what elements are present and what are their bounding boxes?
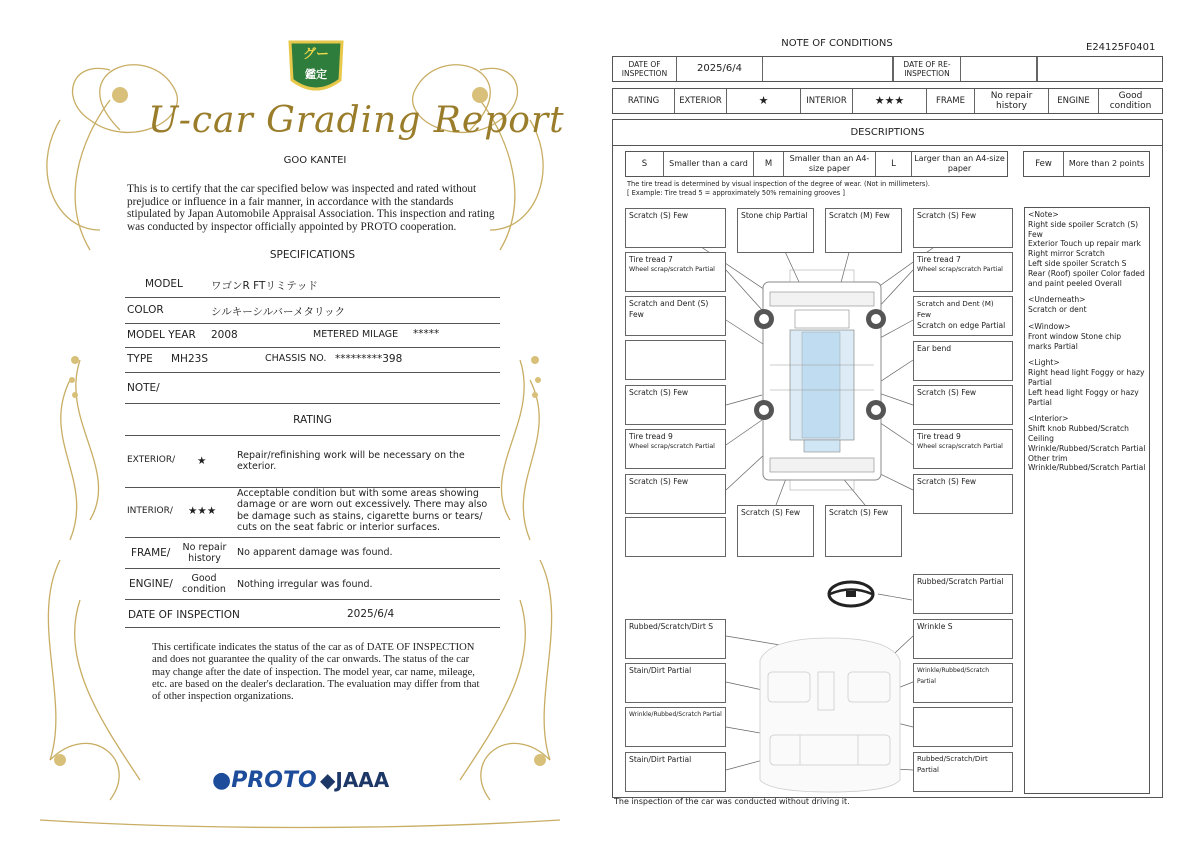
note-line: Ceiling Wrinkle/Rubbed/Scratch Partial xyxy=(1028,433,1146,453)
note-line: Left side spoiler Scratch S xyxy=(1028,258,1127,268)
damage-box-rear-gate: Scratch (S) Few xyxy=(825,505,902,557)
spec-model-row xyxy=(125,272,500,298)
damage-box-left-middle xyxy=(625,340,726,380)
certificate-intro: This is to certify that the car specified below was inspected and rated without prejudice or influence in a fair manner, in accordance with the standards stipulated by Japan Automobile Appraisal Association. This inspection and rating was conducted by inspector officially appointed by PROTO cooperation. xyxy=(127,183,495,233)
certificate-subtitle: GOO KANTEI xyxy=(283,155,347,166)
svg-text:グー: グー xyxy=(302,47,330,62)
tire-example: [ Example: Tire tread 5 = approximately 50% remaining grooves ] xyxy=(627,189,845,197)
note-line: Exterior Touch up repair mark xyxy=(1028,239,1141,249)
legend-l-value: Larger than an A4-size paper xyxy=(914,154,1005,173)
type-value: MH23S xyxy=(171,353,208,365)
note-line xyxy=(1028,407,1146,414)
damage-box-right-front-door: Scratch and Dent (M) Few Scratch on edge Partial xyxy=(913,296,1013,336)
note-line xyxy=(1028,288,1146,295)
inspection-date-value: 2025/6/4 xyxy=(347,608,395,620)
inspection-date-label: DATE OF INSPECTION xyxy=(128,609,240,621)
date-reinsp-label: DATE OF RE-INSPECTION xyxy=(893,57,961,81)
interior-box-steering: Rubbed/Scratch Partial xyxy=(913,574,1013,614)
notes-panel xyxy=(1024,207,1150,794)
damage-box-front-right: Scratch (S) Few xyxy=(913,208,1013,248)
rating-engine-row xyxy=(125,569,500,600)
certificate-closing: This certificate indicates the status of the car as of DATE OF INSPECTION and does not guarantee the quality of the car onwards. The status of the car may change after the date of inspection. The model year, car name, mileage, etc. are based on the dealer's declaration. The evaluation may differ from that of other inspection organizations. xyxy=(152,642,480,703)
tire-box-rear-left: Tire tread 9 Wheel scrap/scratch Partial xyxy=(625,429,726,469)
interior-box-left-seat: Stain/Dirt Partial xyxy=(625,663,726,703)
cond-rating-label: RATING xyxy=(613,89,675,113)
damage-box-left-rear-door: Scratch (S) Few xyxy=(625,385,726,425)
jaaa-logo: ◆JAAA xyxy=(320,768,390,792)
note-line: Scratch or dent xyxy=(1028,305,1087,315)
legend-s-key: S xyxy=(626,152,664,176)
spec-color-row xyxy=(125,298,500,324)
frame-rating: No repair history xyxy=(182,542,227,565)
tire-note: The tire tread is determined by visual inspection of the degree of wear. (Not in millimeters). xyxy=(627,180,931,188)
date-insp-value: 2025/6/4 xyxy=(677,57,763,81)
interior-label: INTERIOR/ xyxy=(127,506,173,516)
cond-frame-value: No repair history xyxy=(975,89,1049,113)
tire-box-rear-right: Tire tread 9 Wheel scrap/scratch Partial xyxy=(913,429,1013,469)
rating-heading: RATING xyxy=(293,414,332,426)
interior-box-right-seat: Wrinkle/Rubbed/Scratch Partial xyxy=(913,663,1013,703)
damage-box-left-front-door: Scratch and Dent (S) Few xyxy=(625,296,726,336)
interior-text: Acceptable condition but with some areas showing damage or are worn out excessively. There may also be damage such as stains, cigarette burns or tears/ cuts on the seat fabric or interior surfaces. xyxy=(237,488,488,534)
chassis-label: CHASSIS NO. xyxy=(265,353,327,364)
exterior-text: Repair/refinishing work will be necessary on the exterior. xyxy=(237,450,465,473)
interior-box-right-front: Wrinkle S xyxy=(913,619,1013,659)
model-label: MODEL xyxy=(145,278,183,290)
year-value: 2008 xyxy=(211,329,238,341)
note-line: <Light> xyxy=(1028,358,1060,368)
note-line: Rear (Roof) spoiler Color faded and paint peeled Overall xyxy=(1028,268,1145,288)
cond-exterior-label: EXTERIOR xyxy=(675,89,727,113)
note-line: Right head light Foggy or hazy Partial xyxy=(1028,368,1145,387)
rating-interior-row xyxy=(125,488,500,538)
note-line: <Window> xyxy=(1028,321,1071,331)
damage-box-rear-left: Scratch (S) Few xyxy=(625,474,726,514)
spec-year-row xyxy=(125,324,500,348)
spec-type-row xyxy=(125,348,500,373)
legend-l-key: L xyxy=(876,152,912,176)
note-line: Other trim Wrinkle/Rubbed/Scratch Partial xyxy=(1028,453,1146,473)
jaaa-mark-icon: ◆ xyxy=(320,768,336,792)
proto-mark-icon: ● xyxy=(212,768,232,793)
rating-exterior-row xyxy=(125,436,500,488)
note-line: Right side spoiler Scratch (S) Few xyxy=(1028,219,1139,239)
report-code: E24125F0401 xyxy=(1086,42,1156,53)
color-value: シルキーシルバーメタリック xyxy=(211,306,346,318)
note-line: Front window Stone chip marks Partial xyxy=(1028,331,1122,351)
frame-text: No apparent damage was found. xyxy=(237,547,393,558)
descriptions-heading: DESCRIPTIONS xyxy=(613,120,1162,146)
conditions-title: NOTE OF CONDITIONS xyxy=(781,38,893,49)
note-line: <Underneath> xyxy=(1028,295,1086,305)
interior-rating: ★★★ xyxy=(188,505,217,517)
damage-box-front-center: Scratch (M) Few xyxy=(825,208,902,253)
legend-few-key: Few xyxy=(1024,152,1064,176)
cond-interior-value: ★★★ xyxy=(853,89,927,113)
specifications-heading: SPECIFICATIONS xyxy=(269,249,356,261)
mileage-value: ***** xyxy=(413,328,440,340)
engine-rating: Good condition xyxy=(182,573,226,596)
exterior-rating: ★ xyxy=(197,455,207,467)
note-line: Left head light Foggy or hazy Partial xyxy=(1028,387,1139,407)
proto-logo: ●PROTO xyxy=(212,768,317,793)
engine-label: ENGINE/ xyxy=(129,578,173,590)
note-line xyxy=(1028,315,1146,322)
note-line: Right mirror Scratch xyxy=(1028,249,1105,259)
notes-list xyxy=(1028,210,1146,473)
damage-box-front-left: Scratch (S) Few xyxy=(625,208,726,248)
engine-text: Nothing irregular was found. xyxy=(237,579,373,590)
svg-text:鑑定: 鑑定 xyxy=(305,68,327,81)
car-top-view xyxy=(754,270,886,490)
legend-s-value: Smaller than a card xyxy=(664,152,754,176)
note-label: NOTE/ xyxy=(127,382,160,394)
car-interior-view xyxy=(760,638,900,792)
type-label: TYPE xyxy=(127,353,153,365)
rating-row xyxy=(612,88,1163,114)
rating-frame-row xyxy=(125,538,500,569)
note-line: <Note> xyxy=(1028,210,1059,219)
cond-engine-label: ENGINE xyxy=(1049,89,1099,113)
damage-box-rear-bumper: Scratch (S) Few xyxy=(737,505,814,557)
inspection-date-row xyxy=(125,600,500,628)
steering-wheel-icon xyxy=(829,582,873,606)
size-legend xyxy=(625,151,1008,177)
inspection-footer: The inspection of the car was conducted without driving it. xyxy=(614,797,850,806)
year-label: MODEL YEAR xyxy=(127,329,196,341)
cond-interior-label: INTERIOR xyxy=(801,89,853,113)
note-line: Shift knob Rubbed/Scratch xyxy=(1028,424,1129,434)
damage-box-right-middle: Ear bend xyxy=(913,341,1013,381)
exterior-label: EXTERIOR/ xyxy=(127,455,176,465)
note-line: <Interior> xyxy=(1028,414,1069,424)
few-legend xyxy=(1023,151,1150,177)
note-line xyxy=(1028,351,1146,358)
interior-box-rear-right: Rubbed/Scratch/Dirt Partial xyxy=(913,752,1013,792)
spec-note-row xyxy=(125,373,500,404)
model-value: ワゴンR FTリミテッド xyxy=(211,280,318,292)
tire-box-front-left: Tire tread 7 Wheel scrap/scratch Partial xyxy=(625,252,726,292)
mileage-label: METERED MILAGE xyxy=(313,329,399,340)
damage-box-right-rear-door: Scratch (S) Few xyxy=(913,385,1013,425)
certificate-title: U-car Grading Report xyxy=(148,100,565,141)
rating-heading-row xyxy=(125,404,500,436)
tire-box-front-right: Tire tread 7 Wheel scrap/scratch Partial xyxy=(913,252,1013,292)
legend-m-value: Smaller than an A4-size paper xyxy=(784,152,876,176)
chassis-value: *********398 xyxy=(335,353,403,365)
damage-box-rear-right: Scratch (S) Few xyxy=(913,474,1013,514)
cond-frame-label: FRAME xyxy=(927,89,975,113)
cond-exterior-value: ★ xyxy=(727,89,801,113)
interior-box-rear-left: Stain/Dirt Partial xyxy=(625,752,726,792)
goo-kantei-badge xyxy=(290,42,342,89)
legend-m-key: M xyxy=(754,152,784,176)
interior-box-right-trim xyxy=(913,707,1013,747)
date-row xyxy=(612,56,1163,82)
cond-engine-value: Good condition xyxy=(1109,91,1152,111)
interior-box-ceiling: Rubbed/Scratch/Dirt S xyxy=(625,619,726,659)
frame-label: FRAME/ xyxy=(131,547,171,559)
damage-box-front-windshield: Stone chip Partial xyxy=(737,208,814,253)
interior-box-left-trim: Wrinkle/Rubbed/Scratch Partial xyxy=(625,707,726,747)
date-insp-label: DATE OF INSPECTION xyxy=(613,57,677,81)
legend-few-value: More than 2 points xyxy=(1068,159,1145,168)
color-label: COLOR xyxy=(127,304,164,316)
damage-box-rear-lower-left xyxy=(625,517,726,557)
